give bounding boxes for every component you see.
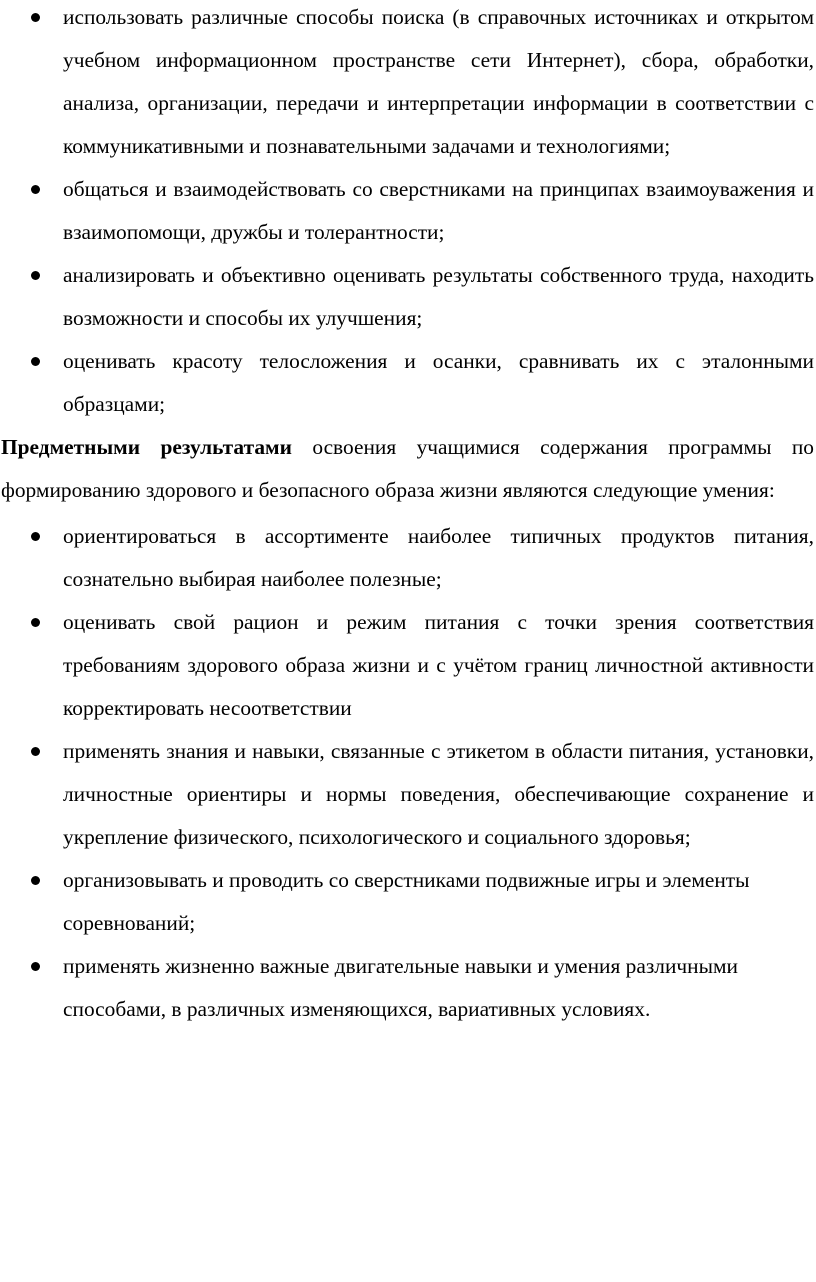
list-item bbox=[1, 254, 814, 340]
list-item bbox=[1, 515, 814, 601]
bullet-icon bbox=[31, 876, 40, 885]
list-item bbox=[1, 0, 814, 168]
bullet-icon bbox=[31, 962, 40, 971]
list-item bbox=[1, 168, 814, 254]
bullet-icon bbox=[31, 271, 40, 280]
list-item bbox=[1, 601, 814, 730]
bullet-icon bbox=[31, 13, 40, 22]
list-item bbox=[1, 859, 814, 945]
bullet-icon bbox=[31, 618, 40, 627]
list-item-text: применять знания и навыки, связанные с этикетом в области питания, установки, личностные ориентиры и нормы поведения, обеспечивающие сохранение и укрепление физического, психологического и социального здоровья; bbox=[63, 739, 814, 849]
bullet-icon bbox=[31, 532, 40, 541]
bullet-icon bbox=[31, 747, 40, 756]
bullet-icon bbox=[31, 357, 40, 366]
list-item-text: общаться и взаимодействовать со сверстниками на принципах взаимоуважения и взаимопомощи, дружбы и толерантности; bbox=[63, 177, 814, 244]
subject-results-heading: Предметными результатами bbox=[1, 435, 292, 459]
list-item-text: организовывать и проводить со сверстниками подвижные игры и элементы соревнований; bbox=[63, 868, 750, 935]
skills-list-subject bbox=[1, 515, 814, 1031]
list-item-text: ориентироваться в ассортименте наиболее типичных продуктов питания, сознательно выбирая наиболее полезные; bbox=[63, 524, 814, 591]
list-item-text: использовать различные способы поиска (в справочных источниках и открытом учебном информационном пространстве сети Интернет), сбора, обработки, анализа, организации, передачи и интерпретации информации в соответствии с коммуникативными и познавательными задачами и технологиями; bbox=[63, 5, 814, 158]
bullet-icon bbox=[31, 185, 40, 194]
list-item bbox=[1, 340, 814, 426]
subject-results-paragraph bbox=[1, 426, 814, 512]
list-item-text: оценивать свой рацион и режим питания с точки зрения соответствия требованиям здорового образа жизни и с учётом границ личностной активности корректировать несоответствии bbox=[63, 610, 814, 720]
list-item-text: оценивать красоту телосложения и осанки, сравнивать их с эталонными образцами; bbox=[63, 349, 814, 416]
list-item bbox=[1, 945, 814, 1031]
list-item-text: применять жизненно важные двигательные навыки и умения различными способами, в различных изменяющихся, вариативных условиях. bbox=[63, 954, 738, 1021]
list-item-text: анализировать и объективно оценивать результаты собственного труда, находить возможности и способы их улучшения; bbox=[63, 263, 814, 330]
subject-results-text: освоения учащимися содержания программы по формированию здорового и безопасного образа жизни являются следующие умения: bbox=[1, 435, 815, 502]
list-item bbox=[1, 730, 814, 859]
skills-list-meta bbox=[1, 0, 814, 426]
